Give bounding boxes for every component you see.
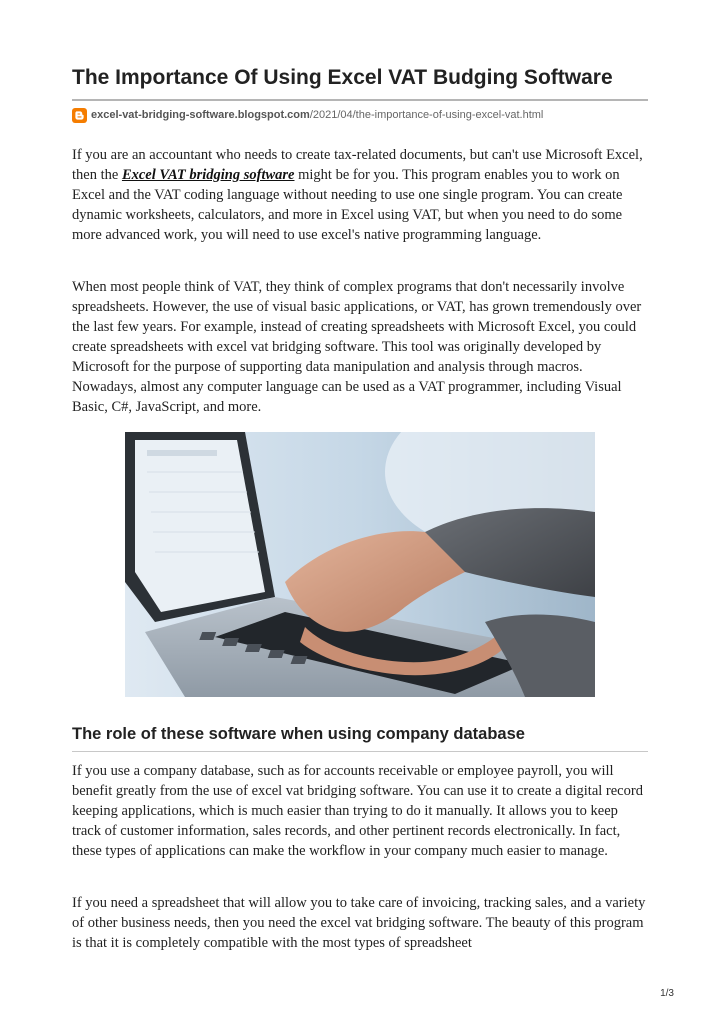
page-number: 1/3 — [660, 988, 674, 999]
intro-text-end: might be for you. This program enables you to work on Excel and the VAT coding language without needing to use one single program. You can create dynamic worksheets, calculators, and more in Excel using VAT, but when you need to do some more advanced work, you will need to use excel's native programming language. — [72, 167, 623, 243]
article-title: The Importance Of Using Excel VAT Budging Software — [72, 66, 613, 89]
title-divider — [72, 99, 648, 101]
paragraph-4: If you need a spreadsheet that will allow you to take care of invoicing, tracking sales, and a variety of other business needs, then you need the excel vat bridging software. The beauty of this program is that it is completely compatible with the most types of spreadsheet — [72, 895, 646, 951]
paragraph-2: When most people think of VAT, they think of complex programs that don't necessarily involve spreadsheets. However, the use of visual basic applications, or VAT, has grown tremendously over the last few years. For example, instead of creating spreadsheets with Microsoft Excel, you could create spreadsheets with excel vat bridging software. This tool was originally developed by Microsoft for the purpose of supporting data manipulation and analysis through macros. Nowadays, almost any computer language can be used as a VAT programmer, including Visual Basic, C#, JavaScript, and more. — [72, 279, 642, 415]
section-divider — [72, 751, 648, 752]
section-heading: The role of these software when using company database — [72, 725, 525, 743]
source-domain: excel-vat-bridging-software.blogspot.com — [91, 109, 310, 121]
blogger-icon — [72, 108, 87, 123]
paragraph-3: If you use a company database, such as for accounts receivable or employee payroll, you will benefit greatly from the use of excel vat bridging software. You can use it to create a digital record keeping applications, which is much easier than trying to do it manually. It allows you to keep track of customer information, sales records, and other pertinent records electronically. In fact, these types of applications can make the workflow in your company much easier to manage. — [72, 763, 643, 859]
intro-text-start: If you are an accountant who needs to create tax-related documents, but can't use Microsoft Excel, then the — [72, 147, 643, 183]
source-url[interactable] — [72, 107, 543, 123]
source-path: /2021/04/the-importance-of-using-excel-vat.html — [309, 109, 544, 121]
excel-vat-bridging-software-link[interactable]: Excel VAT bridging software — [121, 167, 295, 183]
intro-paragraph — [72, 145, 650, 245]
laptop-typing-photo — [125, 432, 595, 697]
